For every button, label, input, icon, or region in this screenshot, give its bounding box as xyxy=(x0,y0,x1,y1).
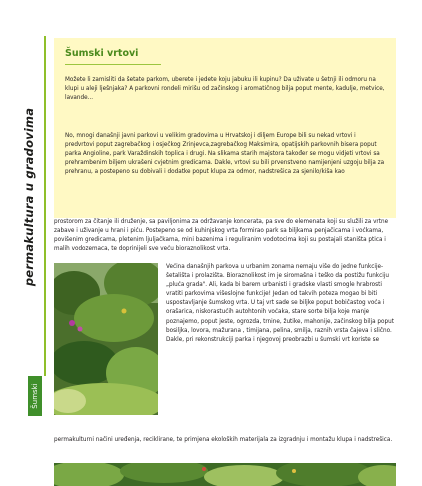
side-tab xyxy=(28,376,42,416)
intro-box xyxy=(54,38,396,218)
body-paragraph-1: No, mnogi današnji javni parkovi u velikim gradovima u Hrvatskoj i diljem Europe bili su nekad vrtovi i predvrtovi poput zagrebačkog i osječkog Zrinjevca,zagrebačkog Maksimira, opatijskih parkovnih bisera poput parka Angioline, park Varaždinskih toplica i drugi. Na slikama starih majstora također se mogu vidjeti vrtovi sa prehrambenim biljem ukrašeni cvjetnim gredicama. Dakle, vrtovi su bili prvenstveno namijenjeni uzgoju bilja za prehranu, a postepeno su dobivali i dodatke poput klupa za odmor, nadstrešica za sjenilo/kiša kao xyxy=(65,133,385,176)
garden-photo-top xyxy=(54,263,158,415)
body-paragraph-2: prostorom za čitanje ili druženje, sa paviljonima za održavanje koncerata, pa sve do elemenata koji su služili za vrtne zabave i uživanje u hrani i piću. Postepeno se od kuhinjskog vrta formirao park sa biljkama penjačicama i voćkama, povišenim gredicama, pletenim ljuljačkama, mini bazenima i reguliranim vodotocima koji su postajali staništa ptica i malih vodozemaca, te doprinijeli sve veću bioraznolikost vrta. xyxy=(54,219,389,253)
section-divider-line xyxy=(44,36,46,376)
title-underline xyxy=(65,64,161,65)
body-paragraph-3: Većina današnjih parkova u urbanim zonama nemaju više do jedne funkcije-šetališta i prolazišta. Bioraznolikost im je siromašna i teško da postižu funkciju „pluća grada". Ali, kada bi barem urbanisti i gradske vlasti smogle hrabrosti vratiti parkovima višeslojne funkcije! Jedan od takvih poteza mogao bi biti uspostavljanje šumskog vrta. U taj vrt sade se biljke poput bobičastog voća i orašarica, niskorastućih autohtonih voćaka, stare sorte bilja koje manje poznajemo, poput jeste, ogrozda, trnine, žutike, mahonije, začinskog bilja poput bosiljka, lovora, mažurana , timijana, pelina, smilja, raznih vrsta čajeva i slično. Dakle, pri rekonstrukciji parka i njegovoj preobrazbi u šumski vrt koriste se xyxy=(166,264,394,343)
section-title: permakultura u gradovima xyxy=(22,107,36,287)
garden-photo-bottom xyxy=(54,463,396,486)
intro-paragraph: Možete li zamisliti da šetate parkom, uberete i jedete koju jabuku ili kupinu? Da uživate u šetnji ili odmoru na klupi u aleji lješnjaka? A parkovni rondeli mirišu od začinskog i aromatičnog bilja poput mente, kadulje, metvice, lavande... xyxy=(65,77,385,102)
article-title: Šumski vrtovi xyxy=(65,48,139,59)
body-paragraph-4: permakulturni načini uređenja, reciklirane, te primjena ekoloških materijala za izgradnju i montažu klupa i nadstrešica. xyxy=(54,437,393,443)
side-tab-label: Šumski xyxy=(31,383,39,409)
